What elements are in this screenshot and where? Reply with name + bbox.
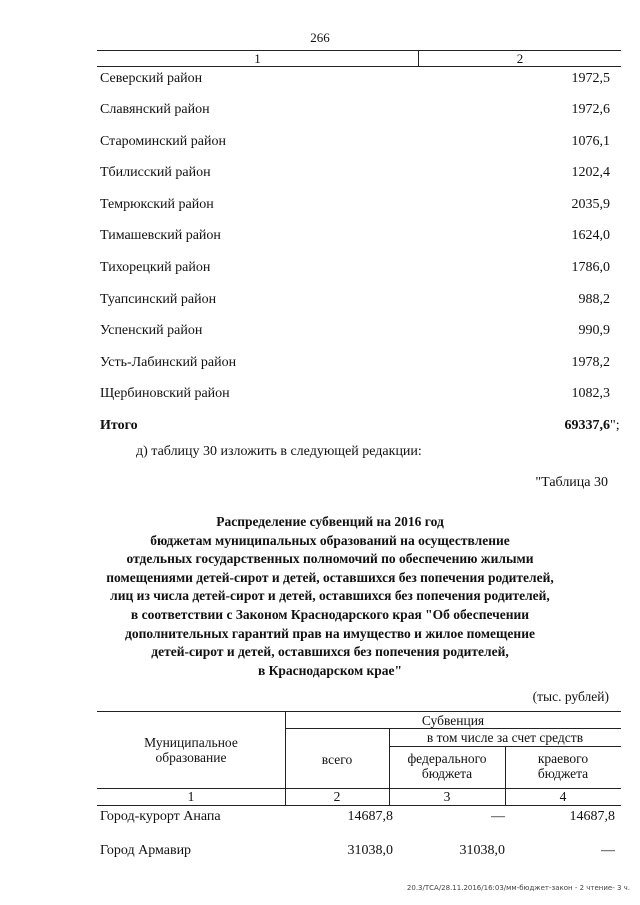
row-name: Тимашевский район [100, 228, 221, 243]
row-name: Успенский район [100, 323, 203, 338]
subvention-table-header [97, 711, 621, 806]
row-value: 1786,0 [571, 260, 610, 275]
row-name: Усть-Лабинский район [100, 355, 237, 370]
column-1-header: 1 [97, 51, 419, 66]
heading-line: отдельных государственных полномочий по обеспечению жилыми [126, 551, 534, 567]
row-federal: — [491, 809, 505, 824]
row-name: Город Армавир [100, 843, 192, 858]
heading-line: лиц из числа детей-сирот и детей, оставшихся без попечения родителей, [110, 588, 550, 604]
column-number-1: 1 [187, 789, 195, 804]
table-row [100, 228, 610, 248]
row-name: Щербиновский район [100, 386, 230, 401]
row-name: Славянский район [100, 102, 210, 117]
table-label: "Таблица 30 [535, 475, 608, 490]
heading-line: Распределение субвенций на 2016 год [216, 514, 444, 529]
table-row [100, 386, 610, 406]
column-number-2: 2 [333, 789, 341, 804]
table-row [100, 355, 610, 375]
units-label: (тыс. рублей) [532, 689, 609, 704]
table-row [100, 843, 615, 863]
table-row [100, 197, 610, 217]
table-row [100, 165, 610, 185]
row-regional: 14687,8 [569, 809, 615, 824]
regional-header-line2: бюджета [537, 766, 589, 781]
column-number-3: 3 [443, 789, 451, 804]
table-row [100, 260, 610, 280]
municipality-header [97, 735, 285, 765]
row-value: 990,9 [578, 323, 610, 338]
table-row [100, 809, 615, 829]
table-heading [90, 513, 570, 680]
page-number: 266 [310, 30, 330, 45]
row-value: 1202,4 [571, 165, 610, 180]
row-name: Тбилисский район [100, 165, 211, 180]
row-value: 1082,3 [571, 386, 610, 401]
footer-note: 20.3/ТСА/28.11.2016/16:03/мм-бюджет-закон - 2 чтение- 3 ч. [406, 884, 630, 892]
row-federal: 31038,0 [459, 843, 505, 858]
federal-header-line1: федерального [407, 751, 487, 766]
row-value: 1978,2 [571, 355, 610, 370]
total-row [100, 418, 620, 438]
heading-line: помещениями детей-сирот и детей, оставшихся без попечения родителей, [106, 569, 554, 585]
heading-line: в Краснодарском крае" [257, 662, 403, 678]
regional-header-line1: краевого [537, 751, 589, 766]
top-table-header [97, 50, 621, 67]
row-total: 31038,0 [347, 843, 393, 858]
row-value: 1076,1 [571, 134, 610, 149]
column-number-4: 4 [559, 789, 567, 804]
total-value-number: 69337,6 [564, 418, 610, 433]
total-label: Итого [100, 418, 138, 433]
row-name: Туапсинский район [100, 292, 217, 307]
row-value: 988,2 [578, 292, 610, 307]
total-suffix: "; [610, 418, 620, 433]
row-name: Северский район [100, 71, 203, 86]
federal-header [389, 751, 505, 781]
heading-line: бюджетам муниципальных образований на осуществление [150, 532, 510, 548]
row-total: 14687,8 [347, 809, 393, 824]
table-row [100, 323, 610, 343]
total-value [564, 418, 620, 434]
heading-line: детей-сирот и детей, оставшихся без попечения родителей, [151, 644, 509, 660]
instruction-paragraph: д) таблицу 30 изложить в следующей редакции: [136, 444, 422, 459]
row-name: Тихорецкий район [100, 260, 211, 275]
total-header: всего [321, 752, 353, 767]
heading-line: в соответствии с Законом Краснодарского края "Об обеспечении [130, 606, 530, 622]
column-2-header: 2 [516, 51, 524, 66]
row-name: Город-курорт Анапа [100, 809, 221, 824]
row-name: Темрюкский район [100, 197, 214, 212]
heading-line: дополнительных гарантий прав на имущество и жилое помещение [125, 625, 535, 641]
row-regional: — [601, 843, 615, 858]
regional-header [505, 751, 621, 781]
table-row [100, 71, 610, 91]
row-value: 1972,5 [571, 71, 610, 86]
row-value: 1972,6 [571, 102, 610, 117]
municipality-header-line1: Муниципальное [144, 735, 238, 750]
row-name: Староминский район [100, 134, 226, 149]
row-value: 1624,0 [571, 228, 610, 243]
table-row [100, 292, 610, 312]
including-header: в том числе за счет средств [426, 730, 584, 745]
table-row [100, 102, 610, 122]
table-row [100, 134, 610, 154]
municipality-header-line2: образование [155, 750, 227, 765]
row-value: 2035,9 [571, 197, 610, 212]
subvention-header: Субвенция [421, 713, 485, 728]
federal-header-line2: бюджета [421, 766, 473, 781]
